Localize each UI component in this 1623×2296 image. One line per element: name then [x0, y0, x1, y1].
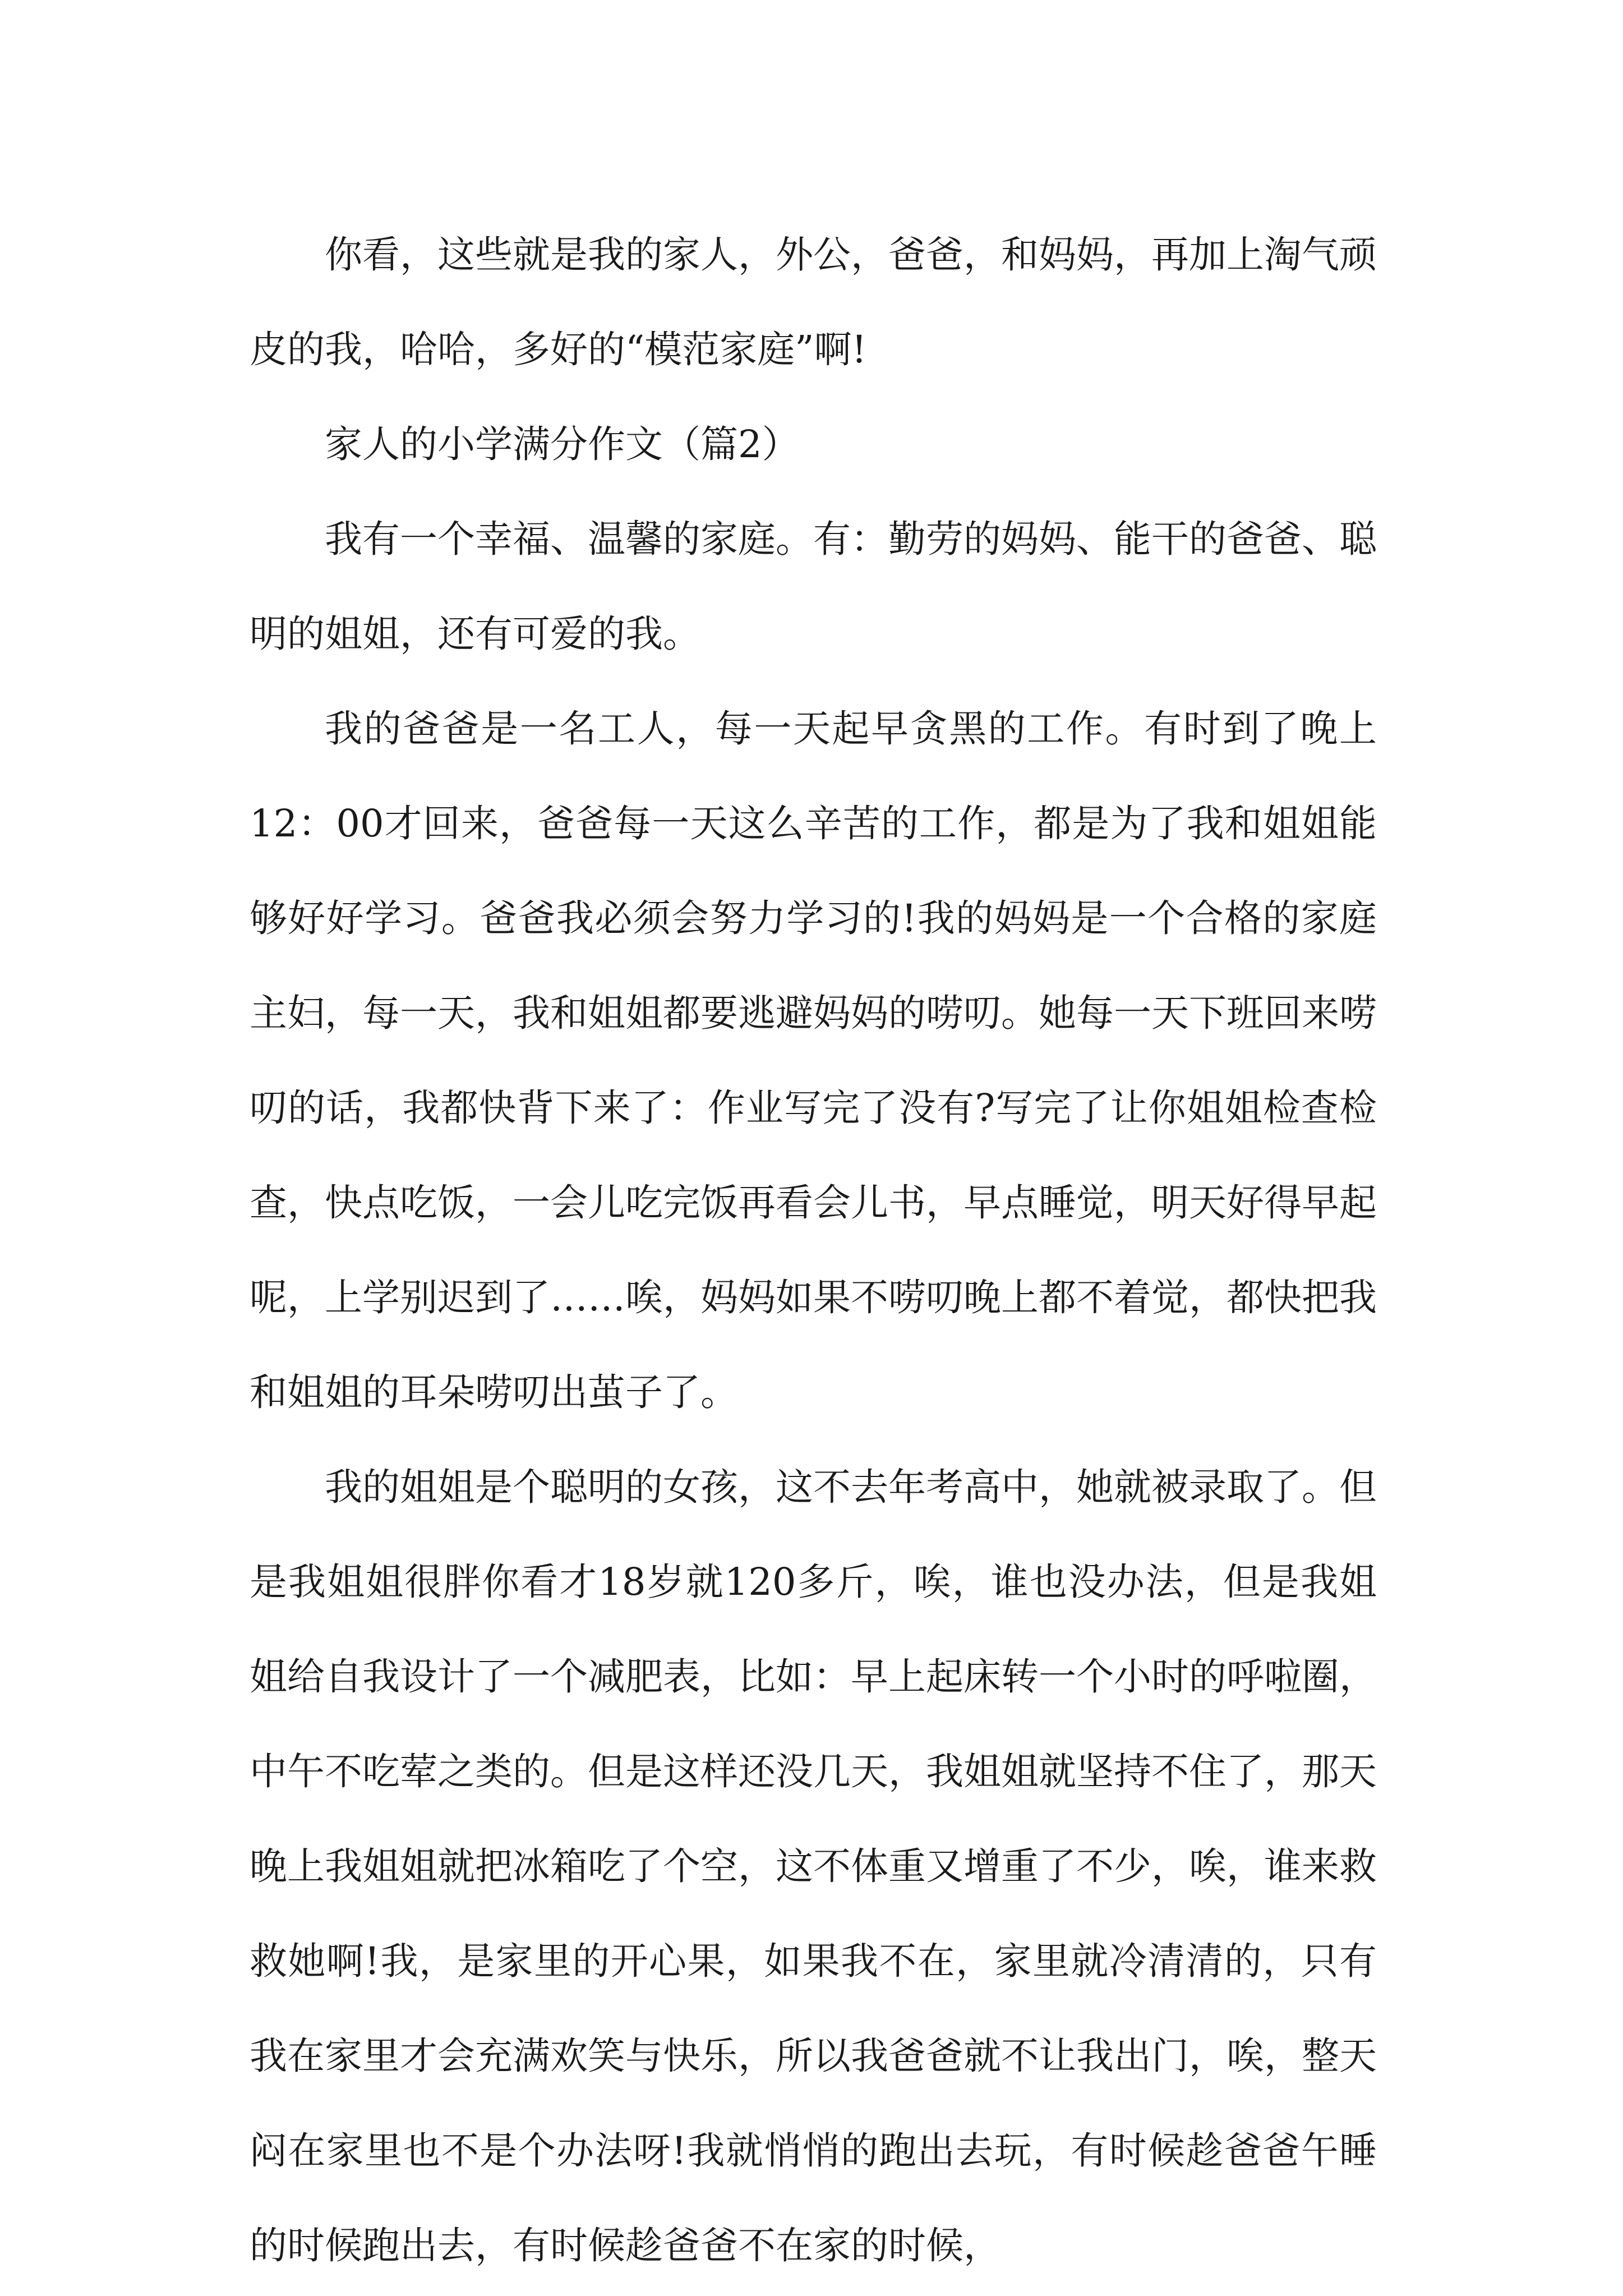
document-body [250, 208, 1377, 2293]
paragraph-parents: 我的爸爸是一名工人，每一天起早贪黑的工作。有时到了晚上12：00才回来，爸爸每一天这么辛苦的工作，都是为了我和姐姐能够好好学习。爸爸我必须会努力学习的!我的妈妈是一个合格的家庭主妇，每一天，我和姐姐都要逃避妈妈的唠叨。她每一天下班回来唠叨的话，我都快背下来了：作业写完了没有?写完了让你姐姐检查检查，快点吃饭，一会儿吃完饭再看会儿书，早点睡觉，明天好得早起呢，上学别迟到了……唉，妈妈如果不唠叨晚上都不着觉，都快把我和姐姐的耳朵唠叨出茧子了。 [250, 707, 1377, 1414]
paragraph-sister-and-me: 我的姐姐是个聪明的女孩，这不去年考高中，她就被录取了。但是我姐姐很胖你看才18岁就120多斤，唉，谁也没办法，但是我姐姐给自我设计了一个减肥表，比如：早上起床转一个小时的呼啦圈，中午不吃荤之类的。但是这样还没几天，我姐姐就坚持不住了，那天晚上我姐姐就把冰箱吃了个空，这不体重又增重了不少，唉，谁来救救她啊!我，是家里的开心果，如果我不在，家里就冷清清的，只有我在家里才会充满欢笑与快乐，所以我爸爸就不让我出门，唉，整天闷在家里也不是个办法呀!我就悄悄的跑出去玩，有时候趁爸爸午睡的时候跑出去，有时候趁爸爸不在家的时候， [250, 1465, 1377, 2267]
section-heading: 家人的小学满分作文（篇2） [325, 422, 800, 466]
paragraph-family-intro: 我有一个幸福、温馨的家庭。有：勤劳的妈妈、能干的爸爸、聪明的姐姐，还有可爱的我。 [250, 517, 1377, 656]
paragraph-family-summary: 你看，这些就是我的家人，外公，爸爸，和妈妈，再加上淘气顽皮的我，哈哈，多好的“模范家庭”啊! [250, 233, 1377, 371]
